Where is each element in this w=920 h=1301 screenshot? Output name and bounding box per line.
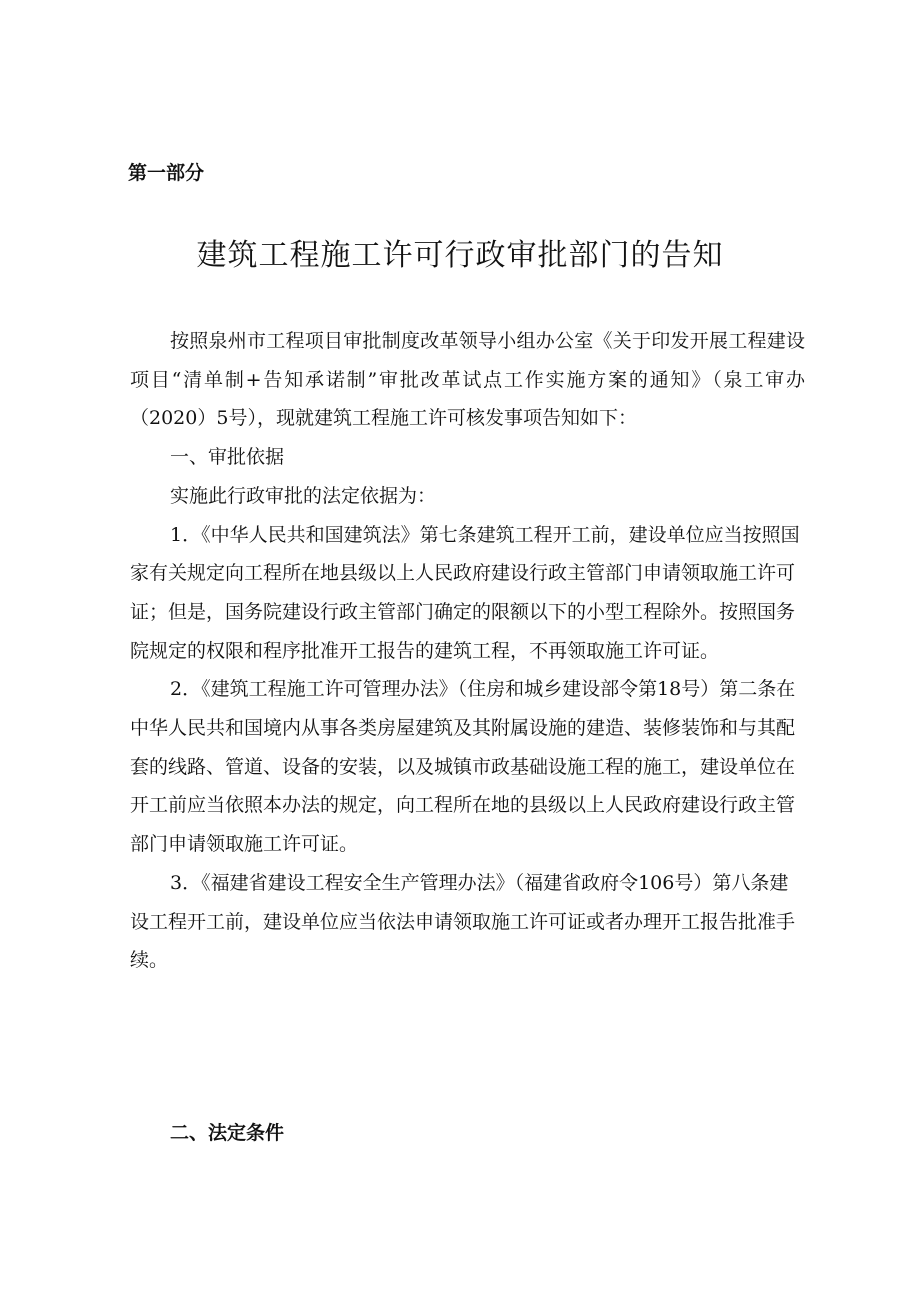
intro-paragraph: 按照泉州市工程项目审批制度改革领导小组办公室《关于印发开展工程建设项目“清单制+告知承诺制”审批改革试点工作实施方案的通知》（泉工审办（2020）5号），现就建筑工程施工许可核发事项告知如下： <box>130 330 805 430</box>
section-heading-basis: 一、审批依据 <box>170 446 285 469</box>
basis-item-1: 1．《中华人民共和国建筑法》第七条建筑工程开工前，建设单位应当按照国家有关规定向工程所在地县级以上人民政府建设行政主管部门申请领取施工许可证；但是，国务院建设行政主管部门确定的限额以下的小型工程除外。按照国务院规定的权限和程序批准开工报告的建筑工程，不再领取施工许可证。 <box>130 523 800 662</box>
basis-item-2: 2．《建筑工程施工许可管理办法》（住房和城乡建设部令第18号）第二条在中华人民共和国境内从事各类房屋建筑及其附属设施的建造、装修装饰和与其配套的线路、管道、设备的安装，以及城镇市政基础设施工程的施工，建设单位在开工前应当依照本办法的规定，向工程所在地的县级以上人民政府建设行政主管部门申请领取施工许可证。 <box>130 678 796 856</box>
section-heading-conditions: 二、法定条件 <box>170 1122 285 1144</box>
part-label: 第一部分 <box>128 162 205 184</box>
document-body <box>130 322 805 980</box>
document-title: 建筑工程施工许可行政审批部门的告知 <box>196 238 724 273</box>
basis-intro-paragraph: 实施此行政审批的法定依据为： <box>170 484 437 507</box>
basis-item-3: 3．《福建省建设工程安全生产管理办法》（福建省政府令106号）第八条建设工程开工前，建设单位应当依法申请领取施工许可证或者办理开工报告批准手续。 <box>130 871 796 972</box>
